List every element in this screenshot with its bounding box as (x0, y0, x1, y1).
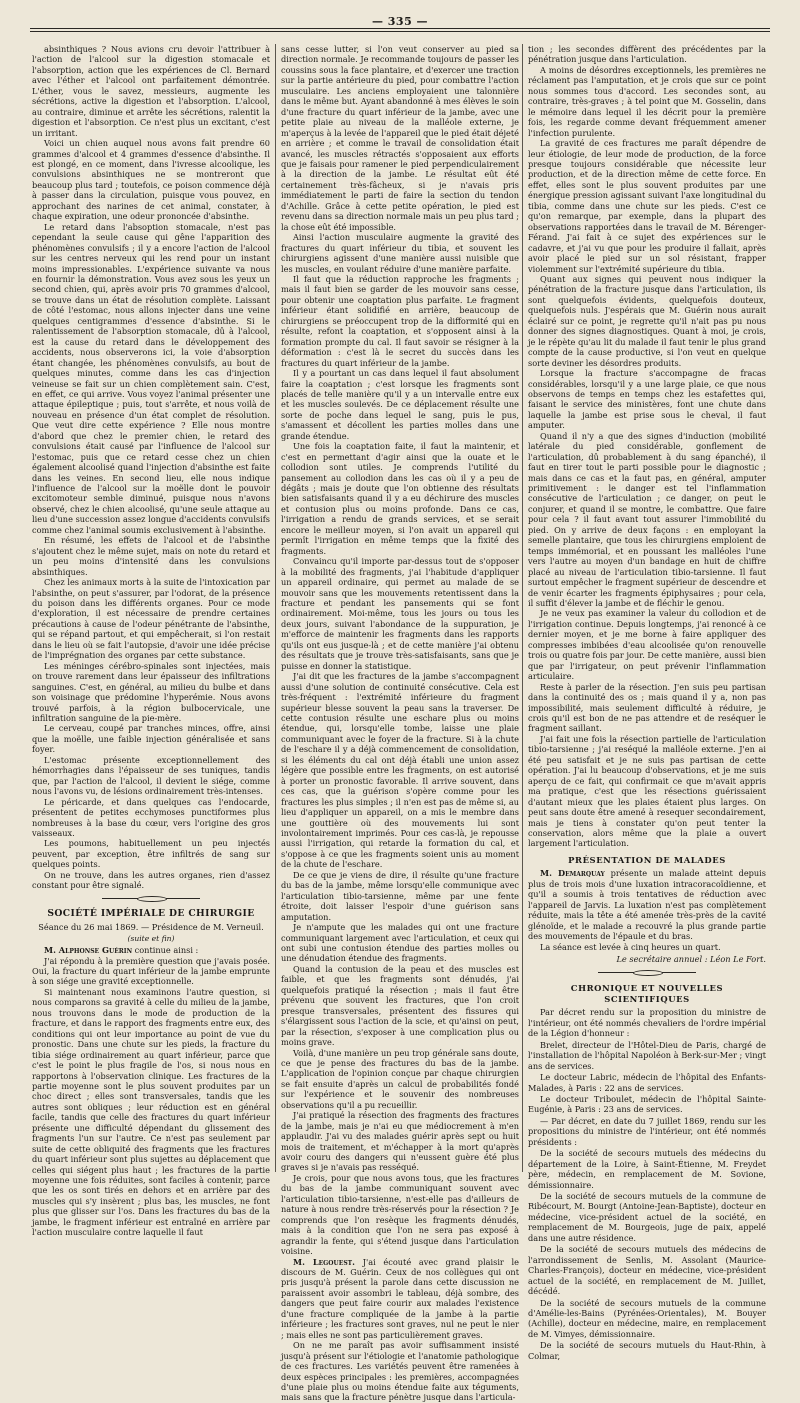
paragraph: Voilà, d'une manière un peu trop générale sans doute, ce que je pense des fractures du bas de la jambe. L'application de l'opinion conçue par chaque chirurgien se fait ensuite d'après un calcul de probabilités fondé sur l'expérience et le souvenir des nombreuses observations qu'il a pu recueillir. (281, 1047, 519, 1110)
paragraph: Je n'ampute que les malades qui ont une fracture communiquant largement avec l'articulation, et ceux qui ont subi une contusion étendue des parties molles ou une dénudation étendue des fragments. (281, 922, 519, 964)
page-number (0, 15, 800, 28)
paragraph: Voici un chien auquel nous avons fait prendre 60 grammes d'alcool et 4 grammes d'essence d'absinthe. Il est plongé, en ce moment, dans l'ivresse alcoolique, les convulsions absinthiques ne se montreront que beaucoup plus tard ; toutefois, ce poison commence déjà à passer dans la circulation, puisque vous pouvez, en approchant des narines de cet animal, constater, à chaque expiration, une odeur prononcée d'absinthe. (32, 138, 270, 222)
paragraph: tion ; les secondes diffèrent des précédentes par la pénétration jusque dans l'articulation. (528, 44, 766, 65)
chronicle-item: Le docteur Labric, médecin de l'hôpital des Enfants-Malades, à Paris : 22 ans de services. (528, 1072, 766, 1093)
speaker-name: M. Demarquay (540, 868, 605, 879)
paragraph: De ce que je viens de dire, il résulte qu'une fracture du bas de la jambe, même lorsqu'elle communique avec l'articulation tibio-tarsienne, même par une fente étroite, doit laisser l'espoir d'une guérison sans amputation. (281, 869, 519, 922)
paragraph: On ne trouve, dans les autres organes, rien d'assez constant pour être signalé. (32, 869, 270, 891)
speaker-intro (32, 945, 270, 955)
column-divider (522, 44, 523, 1172)
paragraph: Il faut que la réduction rapproche les fragments ; mais il faut bien se garder de les mouvoir sans cesse, pour obtenir une coaptation plus parfaite. Le fragment inférieur étant solidifié en arrière, beaucoup de chirurgiens se préoccupent trop de la difformité qui en résulte, refont la coaptation, et s'opposent ainsi à la formation prompte du cal. Il faut savoir se résigner à la déformation : c'est là le secret du succès dans les fractures du quart inférieur de la jambe. (281, 273, 519, 368)
presentation-text: présente un malade atteint depuis plus de trois mois d'une luxation intracoracoïdienne, et qu'il a soumis à trois tentatives de réduction avec l'appareil de Jarvis. La luxation n'est pas complètement réduite, mais la tête a été amenée très-près de la cavité glénoïde, et le malade a recouvré la plus grande partie des mouvements de l'épaule et du bras. (528, 868, 767, 942)
paragraph: sans cesse lutter, si l'on veut conserver au pied sa direction normale. Je recommande toujours de passer les coussins sous la face plantaire, et d'exercer une traction sur la partie antérieure du pied, pour combattre l'action musculaire. Les anciens employaient une talonnière dans le même but. Ayant abandonné à mes élèves le soin d'une fracture du quart inférieur de la jambe, avec une petite plaie au niveau de la malléole externe, je m'aperçus à la levée de l'appareil que le pied était déjeté en arrière ; et comme le travail de consolidation était avancé, les muscles rétractés s'opposaient aux efforts que je faisais pour ramener le pied perpendiculairement à la direction de la jambe. Le résultat eût été certainement très-fâcheux, si je n'avais pris immédiatement le parti de faire la section du tendon d'Achille. Grâce à cette petite opération, le pied est revenu dans sa direction normale mais un peu plus tard ; la chose eût été impossible. (281, 44, 519, 232)
paragraph: Ainsi l'action musculaire augmente la gravité des fractures du quart inférieur du tibia, et souvent les chirurgiens agissent d'une manière aussi nuisible que les muscles, en voulant réduire d'une manière parfaite. (281, 232, 519, 274)
header-rule (30, 28, 770, 29)
section-title-society: SOCIÉTÉ IMPÉRIALE DE CHIRURGIE (47, 907, 255, 919)
paragraph: Je crois, pour que nous avons tous, que les fractures du bas de la jambe communiquant souvent avec l'articulation tibio-tarsienne, n'est-elle pas d'ailleurs de nature à nous rendre très-réservés pour la résection ? Je comprends que l'on resèque les fragments dénudés, mais à la condition que l'on ne sera pas exposé à agrandir la fente, qui s'étend jusque dans l'articulation voisine. (281, 1172, 519, 1257)
paragraph: A moins de désordres exceptionnels, les premières ne réclament pas l'amputation, et je crois que sur ce point nous sommes tous d'accord. Les secondes sont, au contraire, très-graves ; à tel point que M. Gosselin, dans le mémoire dans lequel il les décrit pour la première fois, les regarde comme devant fréquemment amener l'infection purulente. (528, 64, 766, 138)
chronicle-item: — Par décret, en date du 7 juillet 1869, rendu sur les propositions du ministre de l'intérieur, ont été nommés présidents : (528, 1115, 766, 1147)
speaker-name: M. Legouest. (293, 1256, 355, 1267)
section-title-chronicle: CHRONIQUE ET NOUVELLES SCIENTIFIQUES (570, 983, 724, 1004)
paragraph: J'ai fait une fois la résection partielle de l'articulation tibio-tarsienne ; j'ai reséqué la malléole externe. J'en ai été peu satisfait et je ne suis pas partisan de cette opération. J'ai lu beaucoup d'observations, et je me suis aperçu de ce fait, qui confirmait ce que m'avait appris ma pratique, c'est que les résections guérissaient d'autant mieux que les plaies étaient plus larges. On peut sans doute être amené à resequer secondairement, mais je tiens à constater qu'on peut tenter la conservation, alors même que la plaie a ouvert largement l'articulation. (528, 733, 766, 849)
column-divider (275, 44, 276, 1172)
paragraph: Il y a pourtant un cas dans lequel il faut absolument faire la coaptation ; c'est lorsque les fragments sont placés de telle manière qu'il y a un intervalle entre eux et les muscles soulevés. De ce déplacement résulte une sorte de poche dans lequel le sang, puis le pus, s'amassent et décollent les parties molles dans une grande étendue. (281, 368, 519, 441)
chronicle-item: Brelet, directeur de l'Hôtel-Dieu de Paris, chargé de l'installation de l'hôpital Napoléon à Berk-sur-Mer ; vingt ans de services. (528, 1039, 766, 1071)
paragraph: J'ai dit que les fractures de la jambe s'accompagnent aussi d'une solution de continuité consécutive. Cela est très-fréquent : l'extrémité inférieure du fragment supérieur blesse souvent la peau sans la traverser. De cette contusion résulte une eschare plus ou moins étendue, qui, lorsqu'elle tombe, laisse une plaie communiquant avec le foyer de la fracture. Si à la chute de l'eschare il y a déjà commencement de consolidation, si les éléments du cal ont déjà établi une union assez légère que possible entre les fragments, on est autorisé à porter un pronostic favorable. Il arrive souvent, dans ces cas, que la guérison s'opère comme pour les fractures les plus simples ; il n'en est pas de même si, au lieu d'appliquer un appareil, on a mis le membre dans une gouttière où des mouvements lui sont involontairement imprimés. Pour ces cas-là, je repousse aussi l'irrigation, qui retarde la formation du cal, et s'oppose à ce que les fragments soient unis au moment de la chute de l'eschare. (281, 671, 519, 870)
ornament-separator (528, 968, 766, 977)
column-3 (528, 44, 767, 1361)
paragraph: Lorsque la fracture s'accompagne de fracas considérables, lorsqu'il y a une large plaie, ce que nous observons de temps en temps chez les estafettes qui, faisant le service des ministères, font une chute dans laquelle la jambe est prise sous le cheval, il faut amputer. (528, 368, 766, 431)
paragraph: Quand la contusion de la peau et des muscles est faible, et que les fragments sont dénudés, j'ai quelquefois pratiqué la résection ; mais il faut être prévenu que souvent les fractures, que l'on croit presque transversales, présentent des fissures qui s'élargissent sous l'action de la scie, et qu'ainsi on peut, par la résection, s'exposer à une complication plus ou moins grave. (281, 963, 519, 1048)
paragraph: L'estomac présente exceptionnellement des hémorrhagies dans l'épaisseur de ses tuniques, tandis que, par l'action de l'alcool, il devient le siége, comme nous l'avons vu, de lésions ordinairement très-intenses. (32, 754, 270, 797)
paragraph: absinthiques ? Nous avions cru devoir l'attribuer à l'action de l'alcool sur la digestion stomacale et l'absorption, action que les expériences de Cl. Bernard avec l'éther et l'alcool ont parfaitement démontrée. L'éther, vous le savez, messieurs, augmente les sécrétions, active la digestion et l'absorption. L'alcool, au contraire, diminue et arrête les sécrétions, ralentit la digestion et l'absorption. Ce n'est plus un excitant, c'est un irritant. (32, 44, 270, 138)
paragraph: Le retard dans l'absoption stomacale, n'est pas cependant la seule cause qui gêne l'apparition des phénomènes convulsifs ; il y a encore l'action de l'alcool sur les centres nerveux qui les rend pour un instant moins impressionables. L'expérience suivante va nous en fournir la démonstration. Vous avez sous les yeux un second chien, qui, après avoir pris 70 grammes d'alcool, se trouve dans un état de résolution complète. Laissant de côté l'estomac, nous allons injecter dans une veine quelques centigrammes d'essence d'absinthe. Si le ralentissement de l'absorption stomacale, dû à l'alcool, est la cause du retard dans le développement des accidents, nous observerons ici, la voie d'absorption étant changée, les phénomènes convulsifs, au bout de quelques minutes, comme dans les cas d'injection veineuse se fait sur un chien complètement sain. C'est, en effet, ce qui arrive. Vous voyez l'animal présenter une attaque épileptique ; puis, tout s'arrête, et nous voilà de nouveau en présence d'un état complet de résolution. Que veut dire cette expérience ? Elle nous montre d'abord que chez le premier chien, le retard des convulsions était causé par l'influence de l'alcool sur l'estomac, puis que ce retard cesse chez un chien également alcoolisé quand l'injection d'absinthe est faite dans les veines. En second lieu, elle nous indique l'influence de l'alcool sur la moëlle dont le pouvoir excitomoteur semble diminué, puisque nous n'avons observé, chez le chien alcoolisé, qu'une seule attaque au lieu d'une succession assez longue d'accidents convulsifs comme chez l'animal soumis exclusivement à l'absinthe. (32, 221, 270, 535)
paragraph: J'ai répondu à la première question que j'avais posée. Oui, la fracture du quart inférieur de la jambe emprunte à son siége une gravité exceptionnelle. (32, 955, 270, 987)
paragraph: Les poumons, habituellement un peu injectés peuvent, par exception, être infiltrés de sang sur quelques points. (32, 838, 270, 870)
chronicle-item: De la société de secours mutuels des médecins du département de la Loire, à Saint-Étienne, M. Freydet père, médecin, en remplacement de M. Sovione, démissionnaire. (528, 1148, 766, 1190)
paragraph: Chez les animaux morts à la suite de l'intoxication par l'absinthe, on peut s'assurer, par l'odorat, de la présence du poison dans les différents organes. Pour ce mode d'exploration, il est nécessaire de prendre certaines précautions à cause de l'odeur pénétrante de l'absinthe, qui se répand partout, et qui empêcherait, si l'on restait dans le lieu où se fait l'autopsie, d'avoir une idée précise de l'imprégnation des organes par cette substance. (32, 577, 270, 661)
chronicle-item: De la société de secours mutuels du Haut-Rhin, à Colmar, (528, 1340, 766, 1361)
paragraph: Je ne veux pas examiner la valeur du collodion et de l'irrigation continue. Depuis longtemps, j'ai renoncé à ce dernier moyen, et je me borne à faire appliquer des compresses imbibées d'eau alcoolisée qu'on renouvelle trois ou quatre fois par jour. De cette manière, aussi bien que par l'irrigateur, on peut prévenir l'inflammation articulaire. (528, 608, 766, 682)
page-header (0, 0, 800, 50)
paragraph: En résumé, les effets de l'alcool et de l'absinthe s'ajoutent chez le même sujet, mais on note du retard et un peu moins d'intensité dans les convulsions absinthiques. (32, 535, 270, 577)
secretary-signature: Le secrétaire annuel : Léon Le Fort. (616, 953, 766, 964)
paragraph: Le cerveau, coupé par tranches minces, offre, ainsi que la moëlle, une faible injection généralisée et sans foyer. (32, 723, 270, 755)
paragraph: Quand il n'y a que des signes d'induction (mobilité latérale du pied considérable, gonflement de l'articulation, dû probablement à du sang épanché), il faut en tirer tout le parti possible pour le diagnostic ; mais dans ce cas et la faut pas, en général, amputer primitivement : le danger est tel l'inflammation consécutive de l'articulation ; ce danger, on peut le conjurer, et quand il se montre, le combattre. Que faire pour cela ? il faut avant tout assurer l'immobilité du pied. On y arrive de deux façons : en employant la semelle plantaire, que tous les chirurgiens emploient de temps immémorial, et en poussant les malléoles l'une vers l'autre au moyen d'un bandage en huit de chiffre placé au niveau de l'articulation tibio-tarsienne. Il faut surtout empêcher le fragment supérieur de descendre et de venir écarter les fragments épiphysaires ; pour cela, il suffit d'élever la jambe et de fléchir le genou. (528, 430, 766, 609)
paragraph: La gravité de ces fractures me paraît dépendre de leur étiologie, de leur mode de production, de la force presque toujours considérable que nécessite leur production, et de la direction même de cette force. En effet, elles sont le plus souvent produites par une énergique pression agissant suivant l'axe longitudinal du tibia, comme dans une chute sur les pieds. C'est ce qu'on remarque, par exemple, dans la plupart des observations rapportées dans le travail de M. Bérenger-Férand. J'ai fait à ce sujet des expériences sur le cadavre, et j'ai vu que pour les produire il fallait, après avoir placé le pied sur un sol résistant, frapper violemment sur l'extrémité supérieure du tibia. (528, 138, 766, 274)
paragraph: Quant aux signes qui peuvent nous indiquer la pénétration de la fracture jusque dans l'articulation, ils sont quelquefois évidents, quelquefois douteux, quelquefois nuls. J'espérais que M. Guérin nous aurait éclairé sur ce point, je regrette qu'il n'ait pas pu nous donner des signes diagnostiques. Quant à moi, je crois, je le répète qu'au lit du malade il faut tenir le plus grand compte de la cause productive, si l'on veut en quelque sorte deviner les désordres produits. (528, 273, 766, 368)
paragraph: Une fois la coaptation faite, il faut la maintenir, et c'est en permettant d'agir ainsi que la ouate et le collodion sont utiles. Je comprends l'utilité du pansement au collodion dans les cas où il y a peu de dégâts ; mais je doute que l'on obtienne des résultats bien satisfaisants quand il y a eu déchirure des muscles et contusion plus ou moins profonde. Dans ce cas, l'irrigation a rendu de grands services, et se serait encore le meilleur moyen, si l'on avait un appareil qui permît l'irrigation en même temps que la fixité des fragments. (281, 441, 519, 556)
chronicle-item: De la société de secours mutuels de la commune d'Amélie-les-Bains (Pyrénées-Orientales), M. Bouyer (Achille), docteur en médecine, maire, en remplacement de M. Vimyes, démissionnaire. (528, 1297, 766, 1339)
speaker-intro (281, 1257, 519, 1341)
chronicle-item: De la société de secours mutuels des médecins de l'arrondissement de Senlis, M. Assolant (Maurice-Charles-François), docteur en médecine, vice-président actuel de la société, en remplacement de M. Juillet, décédé. (528, 1244, 766, 1297)
paragraph: Convaincu qu'il importe par-dessus tout de s'opposer à la mobilité des fragments, j'ai l'habitude d'appliquer un appareil ordinaire, qui permet au malade de se mouvoir sans que les mouvements retentissent dans la fracture et pendant les pansements qui se font ordinairement. Moi-même, tous les jours ou tous les deux jours, suivant l'abondance de la suppuration, je m'efforce de maintenir les fragments dans les rapports qu'ils ont eus jusque-là ; et de cette manière j'ai obtenu des résultats que je trouve très-satisfaisants, sans que je puisse en donner la statistique. (281, 556, 519, 671)
closing-line: La séance est levée à cinq heures un quart. (540, 941, 721, 952)
column-1 (32, 44, 270, 1238)
ornament-separator (32, 894, 270, 903)
paragraph: J'ai écouté avec grand plaisir le discours de M. Guérin. Ceux de nos collègues qui ont pris jusqu'à présent la parole dans cette discussion ne paraissent avoir assombri le tableau, déjà sombre, des dangers que peut faire courir aux malades l'existence d'une fracture compliquée de la jambe à la partie inférieure ; les fractures sont graves, nul ne peut le nier ; mais elles ne sont pas particulièrement graves. (281, 1256, 519, 1340)
paragraph: On ne me paraît pas avoir suffisamment insisté jusqu'à présent sur l'étiologie et l'anatomie pathologique de ces fractures. Les variétés peuvent être ramenées à deux espèces principales : les premières, accompagnées d'une plaie plus ou moins étendue faite aux téguments, mais sans que la fracture pénètre jusque dans l'articula- (281, 1340, 519, 1403)
paragraph: Si maintenant nous examinons l'autre question, si nous comparons sa gravité à celle du milieu de la jambe, nous trouvons dans le mode de production de la fracture, et dans le rapport des fragments entre eux, des conditions qui ont leur importance au point de vue du pronostic. Dans une chute sur les pieds, la fracture du tibia siége ordinairement au quart inférieur, parce que c'est le point le plus fragile de l'os, si nous nous en rapportons à l'observation clinique. Les fractures de la partie moyenne sont le plus souvent produites par un choc direct ; elles sont transversales, tandis que les autres sont obliques ; leur réduction est en général facile, tandis que celle des fractures du quart inférieur présente une difficulté dépendant du glissement des fragments l'un sur l'autre. Ce n'est pas seulement par suite de cette obliquité des fragments que les fractures du quart inférieur sont plus sujettes au déplacement que celles qui siégent plus haut ; les fractures de la partie moyenne une fois réduites, sont faciles à contenir, parce que les os sont tirés en dehors et en arrière par des muscles qui s'y insèrent ; plus bas, les muscles, ne font plus que glisser sur l'os. Dans les fractures du bas de la jambe, le fragment inférieur est entraîné en arrière par l'action musculaire contre laquelle il faut (32, 986, 270, 1238)
speaker-tail: continue ainsi : (132, 945, 199, 956)
chronicle-item: Par décret rendu sur la proposition du ministre de l'intérieur, ont été nommés chevaliers de l'ordre impérial de la Légion d'honneur : (528, 1007, 766, 1039)
speaker-name: M. Alphonse Guérin (44, 945, 133, 956)
continuation-note: (suite et fin) (127, 933, 175, 943)
column-2 (281, 44, 519, 1403)
chronicle-entries (528, 1007, 766, 1361)
presentation-paragraph (528, 868, 766, 941)
session-line: Séance du 26 mai 1869. — Présidence de M. Verneuil. (38, 922, 264, 933)
header-rule-thin (30, 31, 770, 32)
paragraph: Les méninges cérébro-spinales sont injectées, mais on trouve rarement dans leur épaisseur des infiltrations sanguines. C'est, en général, au milieu du bulbe et dans son voisinage que prédomine l'hyperémie. Nous avons trouvé parfois, à la région bulbocervicale, une infiltration sanguine de la pie-mère. (32, 660, 270, 723)
chronicle-item: Le docteur Triboulet, médecin de l'hôpital Sainte-Eugénie, à Paris : 23 ans de services. (528, 1093, 766, 1115)
section-title-presentation: PRÉSENTATION DE MALADES (568, 854, 726, 865)
page-number-text: — 335 — (366, 15, 434, 28)
paragraph: Le péricarde, et dans quelques cas l'endocarde, présentent de petites ecchymoses punctiformes plus nombreuses à la base du cœur, vers l'origine des gros vaisseaux. (32, 796, 270, 838)
paragraph: J'ai pratiqué la résection des fragments des fractures de la jambe, mais je n'ai eu que médiocrement à m'en applaudir. J'ai vu des malades guérir après sept ou huit mois de traitement, et m'échapper à la mort qu'après avoir couru des dangers qui n'eussent guère été plus graves si je n'avais pas resséqué. (281, 1110, 519, 1173)
paragraph: Reste à parler de la résection. J'en suis peu partisan dans la continuité des os ; mais quand il y a, non pas impossibilité, mais seulement difficulté à réduire, je crois qu'il est bon de ne pas attendre et de reséquer le fragment saillant. (528, 681, 766, 734)
chronicle-item: De la société de secours mutuels de la commune de Ribécourt, M. Bourgt (Antoine-Jean-Baptiste), docteur en médecine, vice-président actuel de la société, en remplacement de M. Bourgeois, juge de paix, appelé dans une autre résidence. (528, 1191, 766, 1243)
